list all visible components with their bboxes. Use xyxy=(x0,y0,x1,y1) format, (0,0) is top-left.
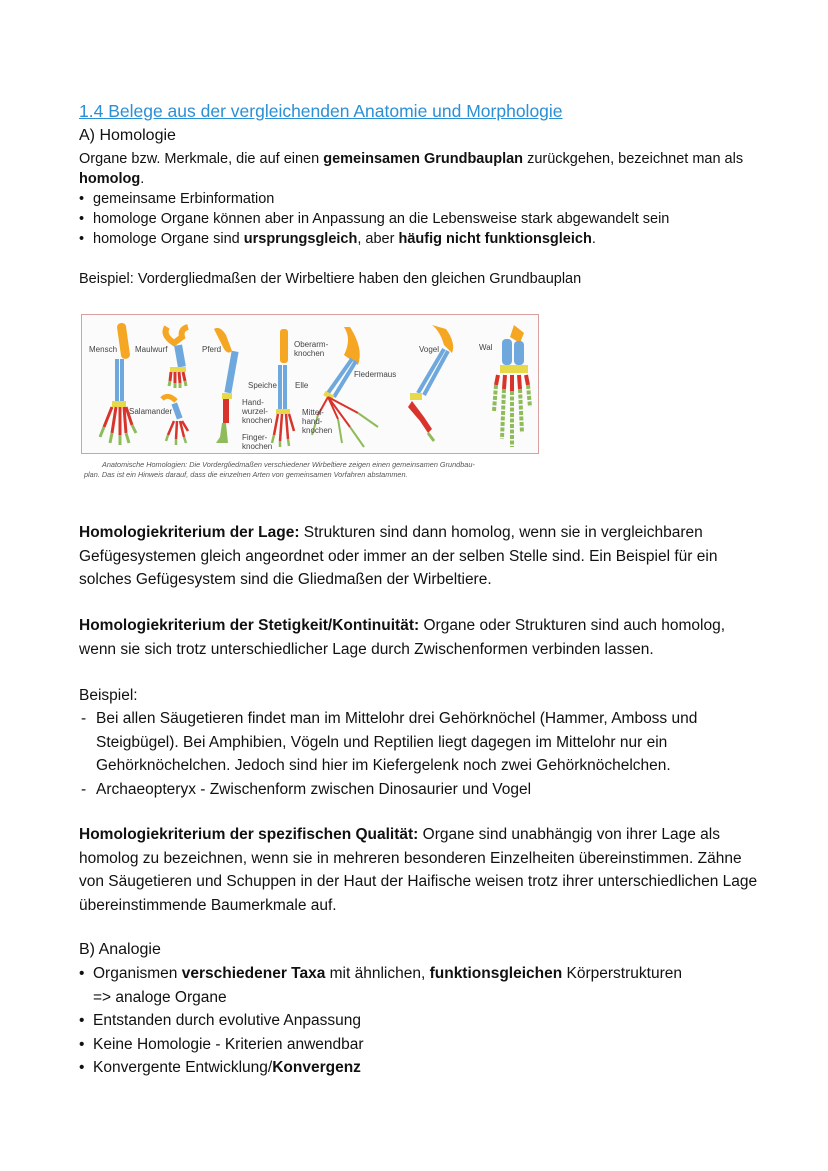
list-item: • Entstanden durch evolutive Anpassung xyxy=(79,1009,759,1033)
beispiel-label: Beispiel: xyxy=(79,687,138,704)
forelimb-homology-figure xyxy=(81,314,539,454)
label-mittelhandknochen: Mittel- hand- knochen xyxy=(302,408,333,435)
label-mensch: Mensch xyxy=(89,345,118,354)
subheading-analogie: B) Analogie xyxy=(79,941,161,958)
salamander-limb xyxy=(162,396,188,445)
list-item: • Keine Homologie - Kriterien anwendbar xyxy=(79,1033,759,1057)
label-oberarmknochen: Oberarm- knochen xyxy=(294,340,329,358)
subheading-homologie: A) Homologie xyxy=(79,127,176,144)
mole-limb xyxy=(166,327,188,388)
kriterium-stetigkeit: Homologiekriterium der Stetigkeit/Kontinuität: Organe oder Strukturen sind auch homolog, wenn sie sich trotz unterschiedlicher Lage durch Zwischenformen verbinden lassen. xyxy=(79,617,726,658)
kriterium-lage: Homologiekriterium der Lage: Strukturen sind dann homolog, wenn sie in vergleichbaren Gefügesystemen gleich angeordnet oder immer an der selben Stelle sind. Ein Beispiel für ein solches Gefügesystem sind die Gliedmaßen der Wirbeltiere. xyxy=(79,524,718,588)
label-fingerknochen: Finger- knochen xyxy=(242,433,273,451)
label-maulwurf: Maulwurf xyxy=(135,345,168,354)
list-item: - Archaeopteryx - Zwischenform zwischen Dinosaurier und Vogel xyxy=(79,778,749,802)
figure-caption: Anatomische Homologien: Die Vordergliedmaßen verschiedener Wirbeltiere zeigen einen gemeinsamen Grundbau- plan. Das ist ein Hinweis darauf, dass die einzelnen Arten von gemeinsamen Vorfahren abstammen. xyxy=(84,460,475,479)
analogie-bullet-list xyxy=(79,962,759,1080)
label-speiche: Speiche xyxy=(248,381,277,390)
list-item: • homologe Organe können aber in Anpassung an die Lebensweise stark abgewandelt sein xyxy=(79,209,759,229)
list-item: • gemeinsame Erbinformation xyxy=(79,189,759,209)
label-fledermaus: Fledermaus xyxy=(354,370,397,379)
whale-limb xyxy=(494,325,530,447)
homologie-bullet-list xyxy=(79,189,759,249)
label-elle: Elle xyxy=(295,381,309,390)
example-text: Beispiel: Vordergliedmaßen der Wirbeltiere haben den gleichen Grundbauplan xyxy=(79,271,582,287)
list-item: • Organismen verschiedener Taxa mit ähnlichen, funktionsgleichen Körperstrukturen => analoge Organe xyxy=(79,962,759,1009)
label-pferd: Pferd xyxy=(202,345,222,354)
label-vogel: Vogel xyxy=(419,345,440,354)
intro-paragraph: Organe bzw. Merkmale, die auf einen gemeinsamen Grundbauplan zurückgehen, bezeichnet man als homolog. xyxy=(79,151,744,187)
list-item: • homologe Organe sind ursprungsgleich, aber häufig nicht funktionsgleich. xyxy=(79,229,759,249)
label-handwurzelknochen: Hand- wurzel- knochen xyxy=(242,398,273,425)
list-item: - Bei allen Säugetieren findet man im Mittelohr drei Gehörknöchel (Hammer, Amboss und Steigbügel). Bei Amphibien, Vögeln und Reptilien liegt dagegen im Mittelohr nur ein Gehörknöchelchen. Jedoch sind hier im Kiefergelenk noch zwei Gehörknöchelchen. xyxy=(79,707,749,778)
kriterium-qualitaet: Homologiekriterium der spezifischen Qualität: Organe sind unabhängig von ihrer Lage als homolog zu bezeichnen, wenn sie in mehreren besonderen Einzelheiten übereinstimmen. Zähne von Säugetieren und Schuppen in der Haut der Haifische weisen trotz ihrer unterschiedlichen Lage übereinstimmende Baumerkmale auf. xyxy=(79,826,758,914)
label-wal: Wal xyxy=(479,343,493,352)
label-salamander: Salamander xyxy=(129,407,173,416)
stetigkeit-example-list xyxy=(79,707,749,801)
bird-limb xyxy=(408,325,453,441)
human-limb xyxy=(100,322,136,445)
section-heading-link[interactable]: 1.4 Belege aus der vergleichenden Anatomie und Morphologie xyxy=(79,101,563,121)
list-item: • Konvergente Entwicklung/Konvergenz xyxy=(79,1056,759,1080)
